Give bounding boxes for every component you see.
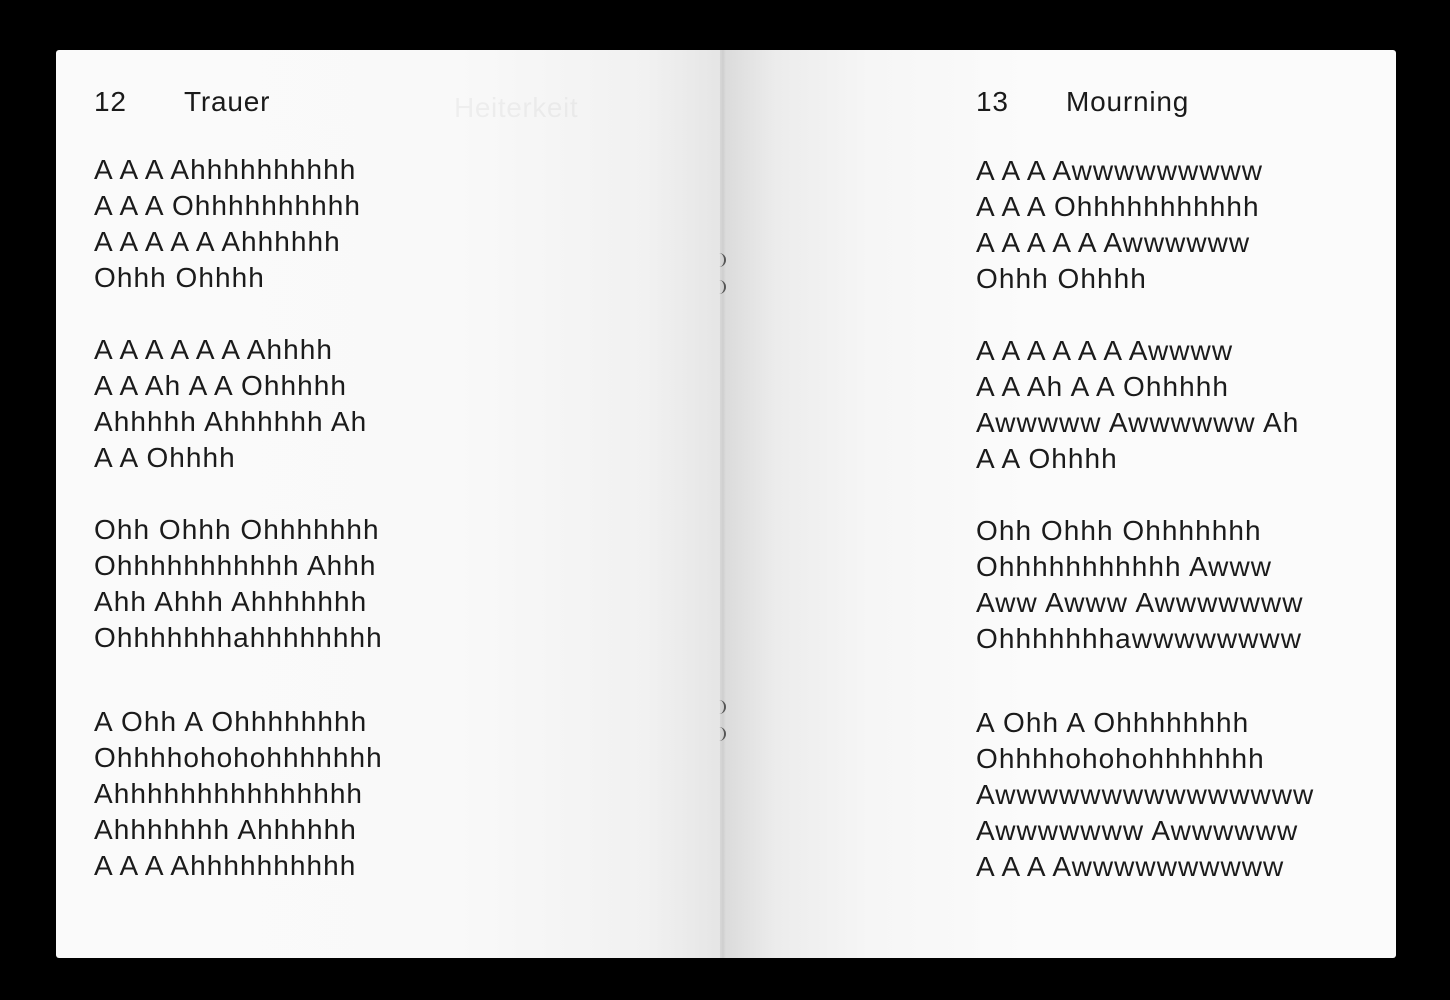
page-number: 13	[976, 86, 1009, 117]
poem-line: A Ohh A Ohhhhhhhh	[94, 706, 368, 737]
stanza	[94, 512, 383, 656]
stanza	[976, 705, 1314, 885]
stanza	[94, 704, 383, 884]
poem-line: Ohhhhohohohhhhhhh	[94, 742, 383, 773]
poem-line: Ohhhhhhhawwwwwwww	[976, 623, 1302, 654]
stanza	[976, 513, 1314, 657]
poem-line: Ahhhhhhh Ahhhhhh	[94, 814, 357, 845]
page-title: Mourning	[1066, 86, 1190, 117]
stanza	[94, 332, 383, 476]
show-through-text	[454, 90, 578, 126]
poem-line: A A Ah A A Ohhhhh	[94, 370, 347, 401]
poem-line: Ahhhhhhhhhhhhhhh	[94, 778, 364, 809]
poem-line: A A A A A Awwwwww	[976, 227, 1251, 258]
poem-line: Awwwwwww Awwwwww	[976, 815, 1299, 846]
poem-line: Ohhhhhhhhhhh Awww	[976, 551, 1272, 582]
poem-line: A Ohh A Ohhhhhhhh	[976, 707, 1250, 738]
stanza	[976, 153, 1314, 297]
open-booklet	[56, 50, 1396, 958]
poem-line: A A A A A A Awwww	[976, 335, 1234, 366]
poem-line: Ohh Ohhh Ohhhhhhh	[94, 514, 380, 545]
left-page-header	[94, 86, 270, 118]
poem-line: A A A Ahhhhhhhhhh	[94, 850, 357, 881]
page-title: Trauer	[184, 86, 271, 117]
poem-line: Awwwwwwwwwwwwwww	[976, 779, 1315, 810]
poem-line: A A A A A A Ahhhh	[94, 334, 334, 365]
poem-line: A A Ah A A Ohhhhh	[976, 371, 1229, 402]
poem-line: A A A Ahhhhhhhhhh	[94, 154, 357, 185]
poem-line: Ohhhhohohohhhhhhh	[976, 743, 1265, 774]
poem-line: Awwwww Awwwwww Ah	[976, 407, 1300, 438]
poem-line: Ohhh Ohhhh	[976, 263, 1147, 294]
left-poem	[94, 152, 383, 884]
poem-line: Ohhh Ohhhh	[94, 262, 265, 293]
poem-line: A A Ohhhh	[94, 442, 236, 473]
right-poem	[976, 153, 1314, 885]
poem-line: Ahh Ahhh Ahhhhhhh	[94, 586, 368, 617]
right-page-header	[976, 86, 1189, 118]
poem-line: A A A Ohhhhhhhhhh	[94, 190, 361, 221]
poem-line: Ohhhhhhhahhhhhhhh	[94, 622, 383, 653]
poem-line: Ahhhhh Ahhhhhh Ah	[94, 406, 368, 437]
poem-line: A A A A A Ahhhhhh	[94, 226, 341, 257]
right-page	[722, 50, 1396, 958]
poem-line: Ohhhhhhhhhhh Ahhh	[94, 550, 377, 581]
stanza	[94, 152, 383, 296]
poem-line: A A Ohhhh	[976, 443, 1118, 474]
booklet-spine	[720, 50, 726, 958]
poem-line: A A A Awwwwwwwwww	[976, 851, 1285, 882]
poem-line: A A A Awwwwwwwww	[976, 155, 1264, 186]
left-page	[56, 50, 728, 958]
poem-line: Ohh Ohhh Ohhhhhhh	[976, 515, 1262, 546]
poem-line: A A A Ohhhhhhhhhhh	[976, 191, 1260, 222]
page-number: 12	[94, 86, 127, 117]
stanza	[976, 333, 1314, 477]
poem-line: Aww Awww Awwwwwww	[976, 587, 1304, 618]
